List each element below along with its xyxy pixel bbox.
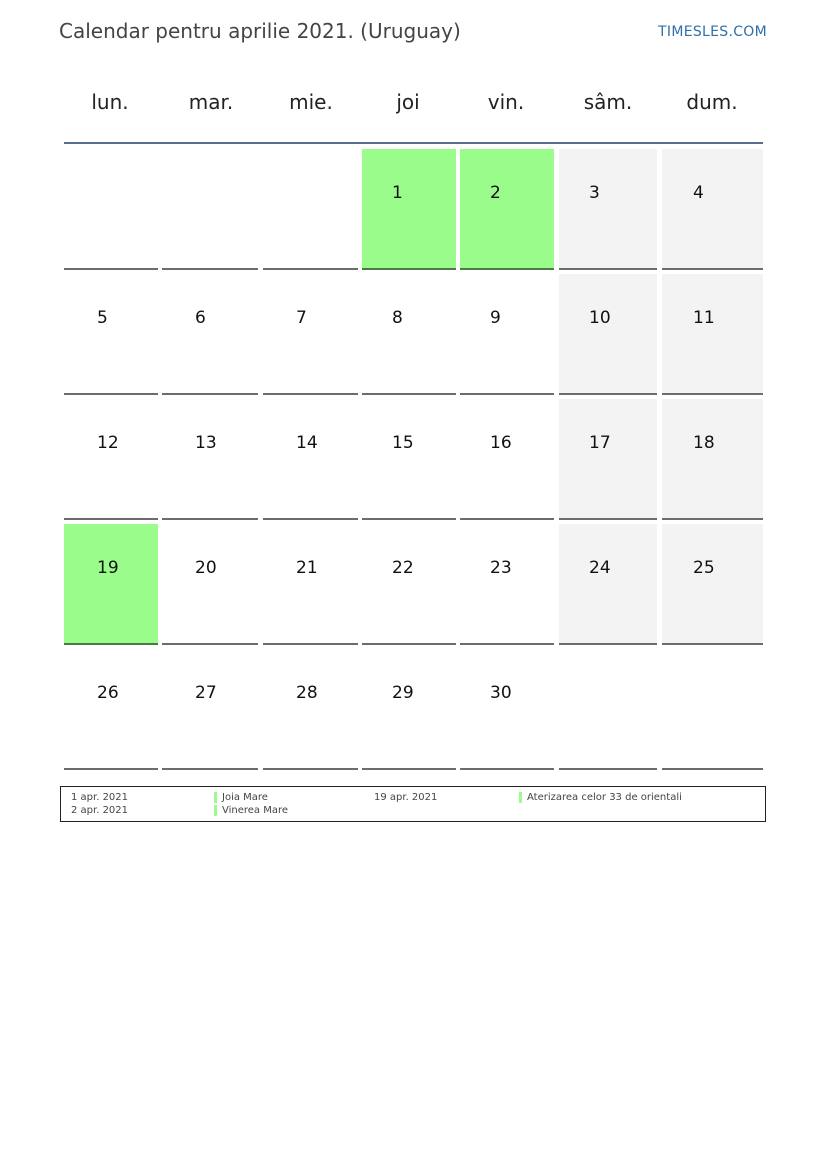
empty-day-cell (64, 149, 158, 270)
day-cell-mon[interactable] (64, 649, 158, 770)
day-cell-mon[interactable] (64, 524, 158, 645)
weekday-sun: dum. (686, 90, 738, 114)
empty-day-cell (162, 149, 258, 270)
empty-day-cell (662, 649, 763, 770)
day-number: 29 (392, 683, 414, 703)
day-number: 23 (490, 558, 512, 578)
day-number: 14 (296, 433, 318, 453)
holiday-legend (60, 786, 766, 822)
holiday-marker-icon (519, 792, 522, 803)
legend-holiday-name: Joia Mare (222, 792, 268, 803)
legend-date: 1 apr. 2021 (71, 792, 129, 803)
day-cell-fri[interactable] (460, 149, 554, 270)
day-cell-fri[interactable] (460, 524, 554, 645)
day-number: 18 (693, 433, 715, 453)
day-cell-thu[interactable] (362, 399, 456, 520)
day-number: 21 (296, 558, 318, 578)
day-cell-sat[interactable] (559, 149, 657, 270)
weekday-thu: joi (396, 90, 420, 114)
legend-holiday-name: Vinerea Mare (222, 805, 289, 816)
day-cell-thu[interactable] (362, 649, 456, 770)
day-cell-wed[interactable] (263, 274, 358, 395)
empty-day-cell (263, 149, 358, 270)
day-cell-thu[interactable] (362, 274, 456, 395)
day-number: 7 (296, 308, 307, 328)
day-number: 26 (97, 683, 119, 703)
day-cell-tue[interactable] (162, 274, 258, 395)
day-number: 6 (195, 308, 206, 328)
day-cell-sun[interactable] (662, 524, 763, 645)
day-cell-wed[interactable] (263, 649, 358, 770)
day-number: 5 (97, 308, 108, 328)
day-cell-tue[interactable] (162, 399, 258, 520)
day-number: 12 (97, 433, 119, 453)
day-number: 9 (490, 308, 501, 328)
day-number: 22 (392, 558, 414, 578)
day-number: 20 (195, 558, 217, 578)
day-cell-sat[interactable] (559, 524, 657, 645)
day-number: 11 (693, 308, 715, 328)
day-number: 30 (490, 683, 512, 703)
day-number: 25 (693, 558, 715, 578)
day-cell-fri[interactable] (460, 399, 554, 520)
day-cell-sun[interactable] (662, 149, 763, 270)
legend-date: 19 apr. 2021 (374, 792, 438, 803)
day-number: 2 (490, 183, 501, 203)
day-cell-wed[interactable] (263, 399, 358, 520)
empty-day-cell (559, 649, 657, 770)
legend-date: 2 apr. 2021 (71, 805, 129, 816)
day-cell-wed[interactable] (263, 524, 358, 645)
weekday-sat: sâm. (583, 90, 633, 114)
day-number: 24 (589, 558, 611, 578)
day-cell-sun[interactable] (662, 274, 763, 395)
day-cell-sat[interactable] (559, 399, 657, 520)
day-cell-thu[interactable] (362, 149, 456, 270)
day-cell-fri[interactable] (460, 274, 554, 395)
weekday-fri: vin. (487, 90, 525, 114)
holiday-marker-icon (214, 792, 217, 803)
day-number: 13 (195, 433, 217, 453)
weekday-tue: mar. (188, 90, 234, 114)
holiday-marker-icon (214, 805, 217, 816)
day-cell-thu[interactable] (362, 524, 456, 645)
day-number: 17 (589, 433, 611, 453)
legend-holiday-name: Aterizarea celor 33 de orientali (527, 792, 682, 803)
day-number: 15 (392, 433, 414, 453)
day-cell-mon[interactable] (64, 274, 158, 395)
day-cell-fri[interactable] (460, 649, 554, 770)
day-number: 28 (296, 683, 318, 703)
day-number: 4 (693, 183, 704, 203)
day-cell-tue[interactable] (162, 524, 258, 645)
day-cell-tue[interactable] (162, 649, 258, 770)
page-title: Calendar pentru aprilie 2021. (Uruguay) (59, 19, 461, 43)
day-cell-sun[interactable] (662, 399, 763, 520)
day-number: 1 (392, 183, 403, 203)
header-divider (64, 142, 763, 144)
day-cell-sat[interactable] (559, 274, 657, 395)
weekday-header-row (64, 90, 763, 120)
day-number: 8 (392, 308, 403, 328)
brand-link[interactable]: TIMESLES.COM (658, 24, 767, 40)
weekday-wed: mie. (289, 90, 333, 114)
day-cell-mon[interactable] (64, 399, 158, 520)
day-number: 10 (589, 308, 611, 328)
day-number: 27 (195, 683, 217, 703)
day-number: 3 (589, 183, 600, 203)
day-number: 19 (97, 558, 119, 578)
day-number: 16 (490, 433, 512, 453)
weekday-mon: lun. (91, 90, 129, 114)
